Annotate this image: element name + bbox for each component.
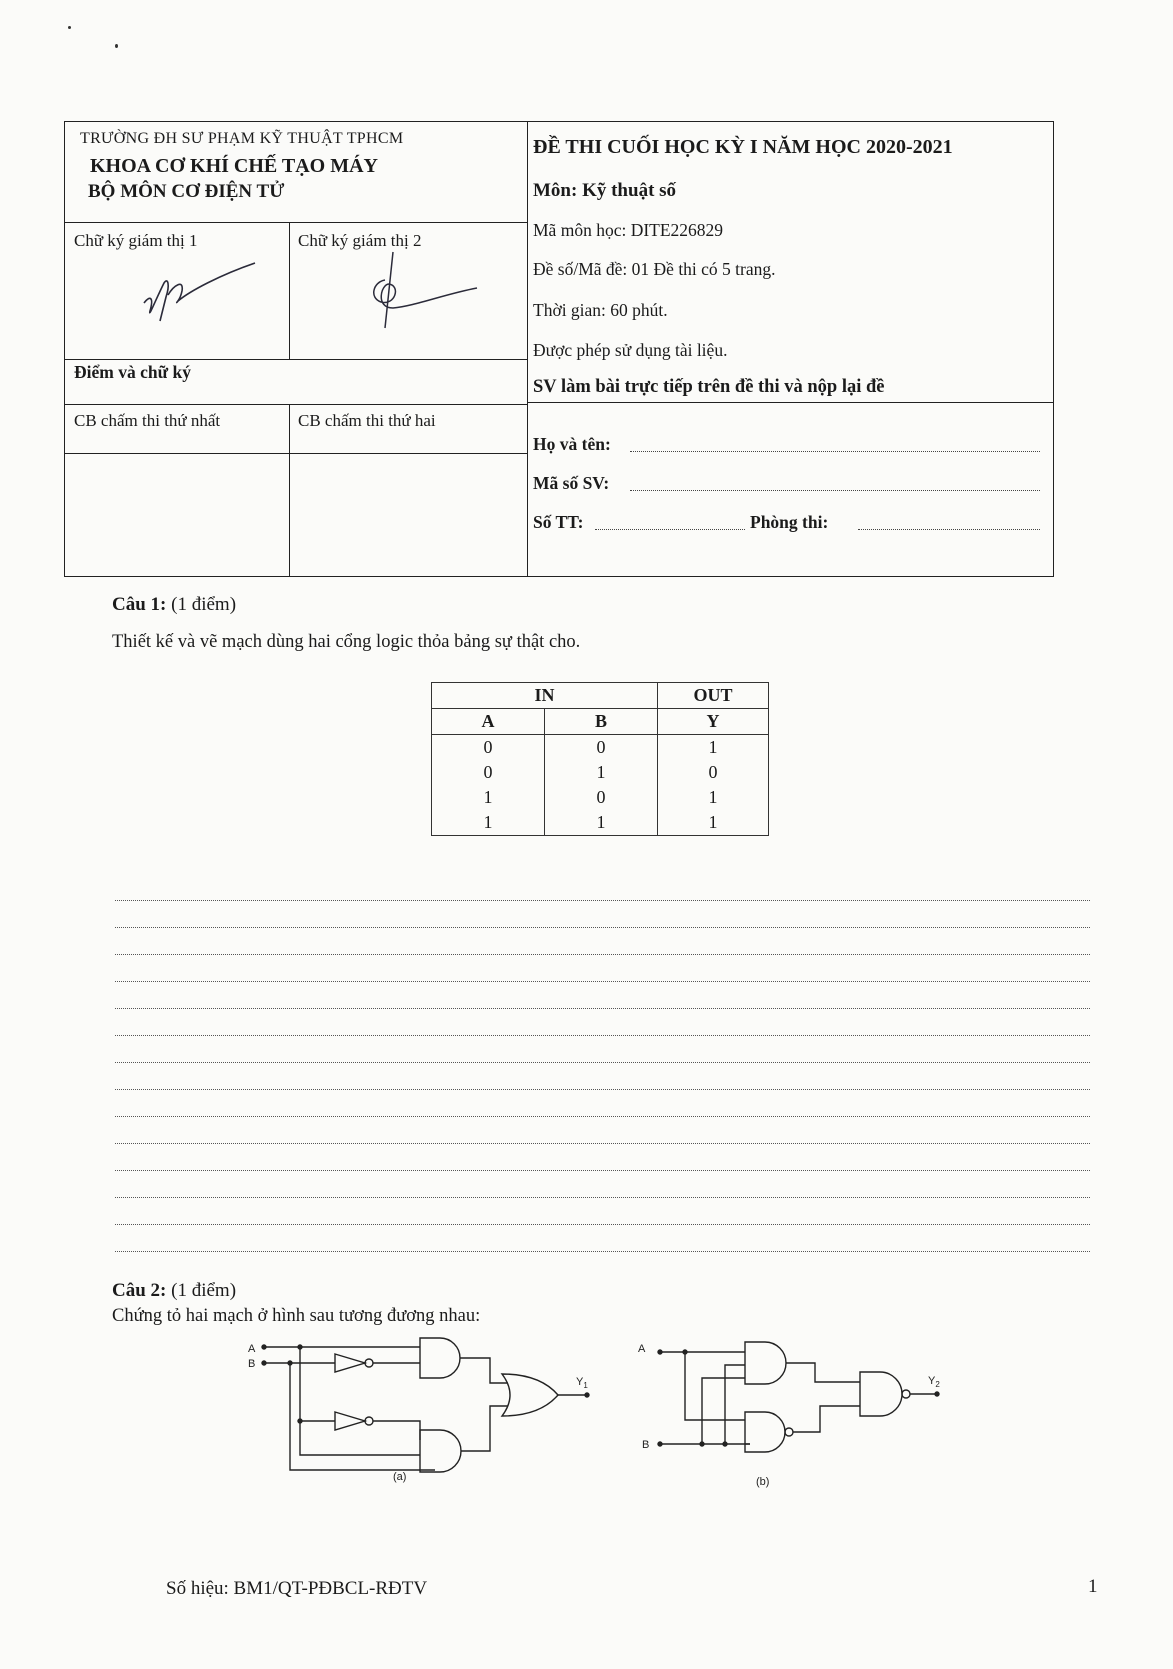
answer-line[interactable] xyxy=(115,981,1090,982)
student-id-field[interactable] xyxy=(630,490,1040,491)
circuit-b-input-b-label: B xyxy=(642,1439,650,1451)
student-id-label: Mã số SV: xyxy=(533,473,610,493)
table-row xyxy=(432,735,769,761)
table-row xyxy=(432,760,769,785)
answer-line[interactable] xyxy=(115,1089,1090,1090)
table-cell: 1 xyxy=(658,785,769,810)
score-label: Điểm và chữ ký xyxy=(74,362,191,382)
table-cell: 1 xyxy=(658,810,769,836)
scan-speck xyxy=(115,44,118,48)
seq-number-label: Số TT: xyxy=(533,512,584,532)
faculty-name: KHOA CƠ KHÍ CHẾ TẠO MÁY xyxy=(90,155,378,177)
truth-table-header: B xyxy=(545,709,658,735)
proctor2-signature xyxy=(345,250,485,330)
grader1-label: CB chấm thi thứ nhất xyxy=(74,411,221,430)
table-cell: 1 xyxy=(545,760,658,785)
page-number: 1 xyxy=(1088,1576,1098,1597)
school-name: TRƯỜNG ĐH SƯ PHẠM KỸ THUẬT TPHCM xyxy=(80,130,404,147)
exam-duration: Thời gian: 60 phút. xyxy=(533,300,668,320)
table-cell: 0 xyxy=(432,735,545,761)
truth-table-header: A xyxy=(432,709,545,735)
truth-table xyxy=(431,682,769,836)
circuit-a-input-b-label: B xyxy=(248,1358,256,1370)
table-cell: 0 xyxy=(545,785,658,810)
q1-title: Câu 1: (1 điểm) xyxy=(112,594,237,615)
answer-line[interactable] xyxy=(115,1008,1090,1009)
subject-code: Mã môn học: DITE226829 xyxy=(533,220,724,240)
truth-table-header: Y xyxy=(658,709,769,735)
submission-instruction: SV làm bài trực tiếp trên đề thi và nộp lại đề xyxy=(533,377,885,397)
circuit-a-diagram xyxy=(240,1330,620,1485)
circuit-a-caption: (a) xyxy=(393,1471,407,1483)
exam-number: Đề số/Mã đề: 01 Đề thi có 5 trang. xyxy=(533,259,776,279)
grader2-label: CB chấm thi thứ hai xyxy=(298,411,436,430)
circuit-b-caption: (b) xyxy=(756,1476,770,1488)
q1-text: Thiết kế và vẽ mạch dùng hai cổng logic thỏa bảng sự thật cho. xyxy=(112,632,581,652)
table-cell: 1 xyxy=(545,810,658,836)
table-cell: 1 xyxy=(432,810,545,836)
seq-number-field[interactable] xyxy=(595,529,745,530)
answer-line[interactable] xyxy=(115,1143,1090,1144)
answer-line[interactable] xyxy=(115,900,1090,901)
proctor1-label: Chữ ký giám thị 1 xyxy=(74,231,198,250)
proctor2-label: Chữ ký giám thị 2 xyxy=(298,231,422,250)
answer-line[interactable] xyxy=(115,1224,1090,1225)
answer-line[interactable] xyxy=(115,1197,1090,1198)
proctor1-signature xyxy=(130,255,270,330)
document-code: Số hiệu: BM1/QT-PĐBCL-RĐTV xyxy=(166,1578,428,1599)
table-cell: 0 xyxy=(658,760,769,785)
circuit-b-output-label: $Y_2$ xyxy=(928,1375,940,1389)
student-name-label: Họ và tên: xyxy=(533,434,611,454)
table-cell: 0 xyxy=(545,735,658,761)
answer-line[interactable] xyxy=(115,1062,1090,1063)
subject: Môn: Kỹ thuật số xyxy=(533,180,677,201)
student-name-field[interactable] xyxy=(630,451,1040,452)
scan-speck xyxy=(68,26,71,29)
answer-line[interactable] xyxy=(115,1116,1090,1117)
circuit-a-input-a-label: A xyxy=(248,1343,256,1355)
q2-title: Câu 2: (1 điểm) xyxy=(112,1280,237,1301)
q2-text: Chứng tỏ hai mạch ở hình sau tương đương nhau: xyxy=(112,1306,481,1326)
table-row xyxy=(432,785,769,810)
answer-line[interactable] xyxy=(115,954,1090,955)
answer-line[interactable] xyxy=(115,927,1090,928)
circuit-b-input-a-label: A xyxy=(638,1343,646,1355)
table-row xyxy=(432,810,769,836)
table-cell: 1 xyxy=(432,785,545,810)
exam-room-field[interactable] xyxy=(858,529,1040,530)
answer-line[interactable] xyxy=(115,1170,1090,1171)
circuit-a-output-label: $Y_1$ xyxy=(576,1376,588,1390)
circuit-b-diagram xyxy=(630,1330,970,1490)
materials-allowed: Được phép sử dụng tài liệu. xyxy=(533,340,728,360)
table-cell: 0 xyxy=(432,760,545,785)
department-name: BỘ MÔN CƠ ĐIỆN TỬ xyxy=(88,181,285,202)
answer-line[interactable] xyxy=(115,1251,1090,1252)
table-cell: 1 xyxy=(658,735,769,761)
exam-room-label: Phòng thi: xyxy=(750,512,829,532)
truth-table-group-out: OUT xyxy=(658,683,769,709)
exam-title: ĐỀ THI CUỐI HỌC KỲ I NĂM HỌC 2020-2021 xyxy=(533,136,953,158)
truth-table-group-in: IN xyxy=(432,683,658,709)
answer-line[interactable] xyxy=(115,1035,1090,1036)
